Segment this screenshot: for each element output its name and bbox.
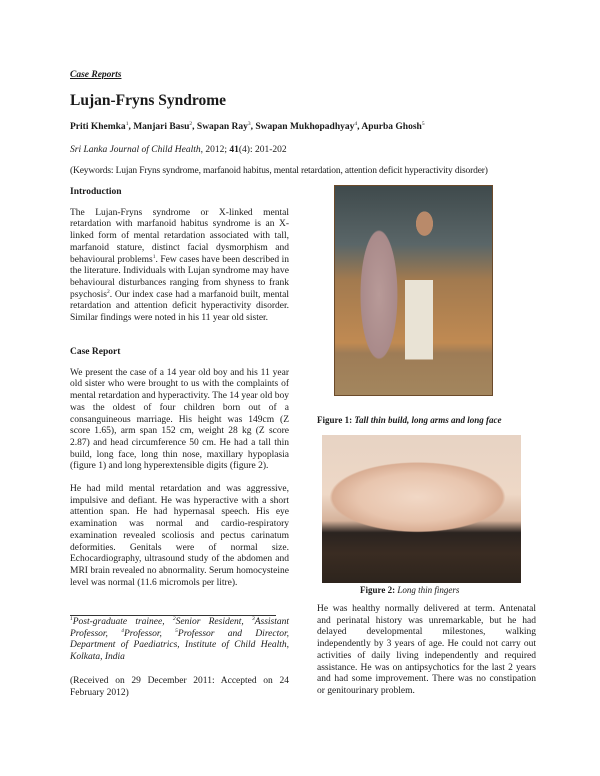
section-label: Case Reports	[70, 70, 122, 80]
text-run: . Our index case had a marfanoid built, mental retardation and attention deficit hyperactivity disorder. Similar findings were noted in his 11 year old sister.	[70, 289, 289, 324]
footnote-marker: 5	[175, 627, 178, 634]
case-paragraph-3: He was healthy normally delivered at term. Antenatal and perinatal history was unremarkable, but he had delayed developmental milestones, walking independently by 3 years of age. He could not carry out activities of daily living independently and required assistance. He was on antipsychotics for the last 2 years and had some improvement. There was no constipation or genitourinary problem.	[317, 604, 536, 696]
footnote-marker: 2	[172, 616, 176, 622]
author-name: Swapan Ray	[196, 122, 248, 132]
affiliations-footnote	[70, 617, 289, 664]
figure-caption-text: Tall thin build, long arms and long face	[354, 415, 502, 425]
footnote-text: Senior Resident,	[175, 617, 252, 627]
author-name: Priti Khemka	[70, 122, 126, 132]
reference-marker: 2	[106, 288, 110, 295]
citation-year: , 2012;	[200, 145, 230, 155]
text-run: The Lujan-Fryns syndrome or X-linked mental retardation with marfanoid habitus syndrome is an X-linked form of mental retardation associated with tall, marfanoid stature, distinct facial dysmorphism and behavioural problems	[70, 207, 289, 265]
figure-1-caption	[317, 415, 502, 425]
journal-name: Sri Lanka Journal of Child Health	[70, 145, 201, 155]
case-paragraph-2: He had mild mental retardation and was aggressive, impulsive and defiant. He was hyperactive with a short attention span. He had hypernasal speech. His eye examination was normal and cardio-respiratory examination revealed scoliosis and pectus carinatum deformities. Genitals were of normal size. Echocardiography, ultrasound study of the abdomen and MRI brain revealed no abnormality. Serum homocysteine level was normal (11.6 micromols per litre).	[70, 484, 289, 588]
figure-2-photo	[322, 435, 521, 583]
author-affiliation-ref: 5	[421, 121, 425, 127]
case-paragraph-1: We present the case of a 14 year old boy and his 11 year old sister who were brought to us with the complaints of mental retardation and hyperactivity. The 14 year old boy was the oldest of four children born out of a consanguineous marriage. His height was 149cm (Z score 1.65), arm span 152 cm, weight 28 kg (Z score 2.87) and head circumference 50 cm. He had a tall thin build, long face, long thin nose, maxillary hypoplasia (figure 1) and long hyperextensible digits (figure 2).	[70, 367, 289, 472]
footnote-text: Assistant Professor,	[70, 617, 289, 639]
footnote-text: Post-graduate trainee,	[72, 617, 173, 627]
author-name: Swapan Mukhopadhyay	[255, 122, 355, 132]
footnote-marker: 4	[121, 627, 124, 634]
citation-issue-pages: (4): 201-202	[238, 145, 287, 155]
author-affiliation-ref: 3	[247, 121, 251, 127]
footnote-text: Professor,	[123, 628, 176, 639]
introduction-section	[70, 187, 289, 325]
author-name: Apurba Ghosh	[361, 122, 422, 132]
author-affiliation-ref: 4	[354, 121, 358, 127]
footnote-text: Professor and Director, Department of Paediatrics, Institute of Child Health, Kolkata, India	[70, 628, 289, 663]
figure-label: Figure 2:	[360, 585, 396, 595]
figure-2-caption	[360, 585, 459, 595]
received-accepted-dates: (Received on 29 December 2011: Accepted on 24 February 2012)	[70, 676, 289, 698]
keywords: (Keywords: Lujan Fryns syndrome, marfanoid habitus, mental retardation, attention deficit hyperactivity disorder)	[70, 166, 488, 176]
article-title: Lujan-Fryns Syndrome	[70, 92, 227, 109]
introduction-paragraph	[70, 208, 289, 325]
figure-label: Figure 1:	[317, 415, 353, 425]
citation	[70, 145, 287, 155]
footnote-marker: 3	[251, 616, 255, 622]
reference-marker: 1	[152, 253, 156, 260]
section-heading: Case Report	[70, 347, 121, 357]
section-heading: Introduction	[70, 187, 122, 197]
figure-caption-text: Long thin fingers	[397, 585, 460, 595]
author-list: Priti Khemka$^1$, Manjari Basu$^2$, Swapan Ray$^3$, Swapan Mukhopadhyay$^4$, Apurba Ghosh$^5$	[70, 121, 425, 132]
text-run: . Few cases have been described in the literature. Individuals with Lujan syndrome may have behavioural disturbances ranging from shyness to frank psychosis	[70, 254, 289, 300]
author-affiliation-ref: 1	[125, 121, 129, 127]
author-affiliation-ref: 2	[189, 121, 193, 127]
case-report-section	[70, 347, 289, 589]
footnote-marker: 1	[70, 616, 73, 622]
author-name: Manjari Basu	[133, 122, 190, 132]
figure-1-photo	[334, 185, 493, 396]
citation-volume: 41	[229, 145, 239, 155]
